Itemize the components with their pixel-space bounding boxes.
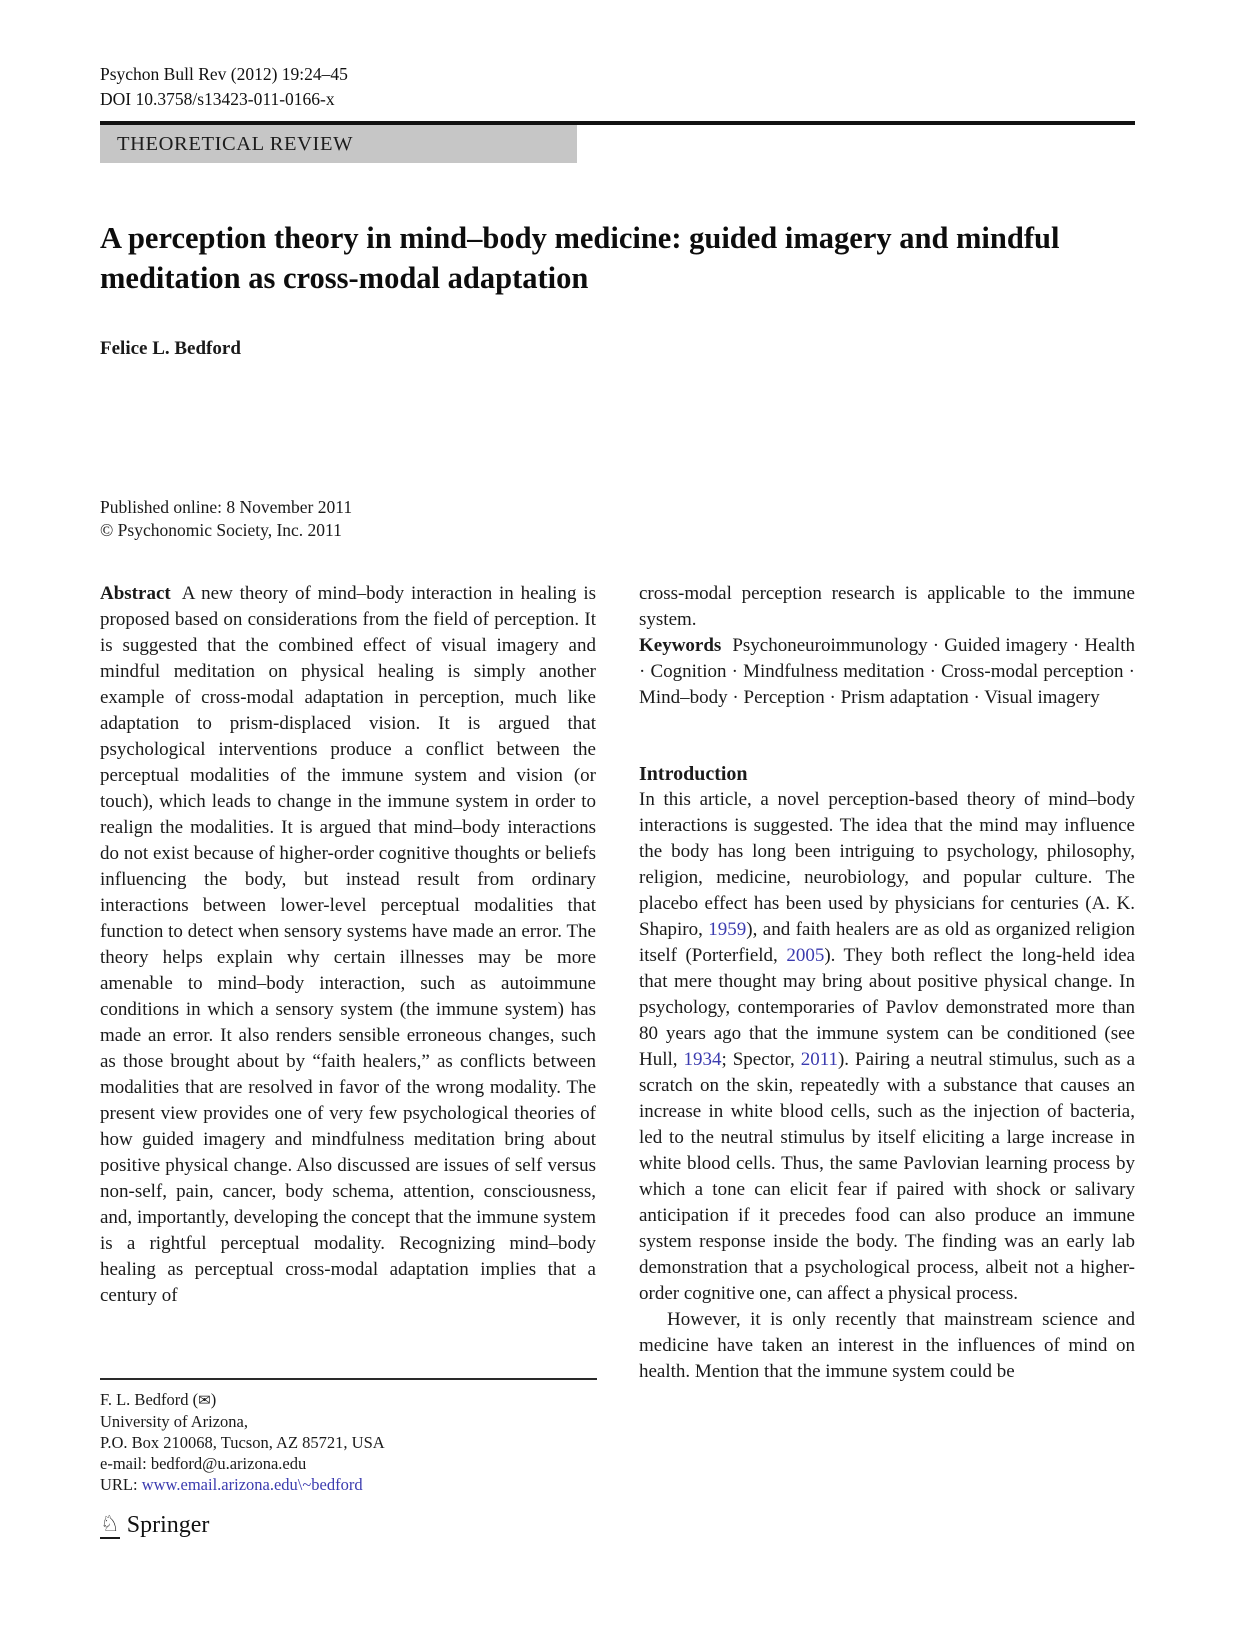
correspondence-footnote <box>100 1378 597 1495</box>
abstract-label: Abstract <box>100 583 171 604</box>
url-line <box>100 1474 597 1495</box>
published-online: Published online: 8 November 2011 <box>100 497 353 517</box>
intro-text-segment: ). They both reflect the long-held idea that mere thought may bring about positive physical change. In psychology, contemporaries of Pavlov demonstrated more than 80 years ago that the immune system can be conditioned (see Hull, <box>639 945 1135 1070</box>
springer-label: Springer <box>126 1512 210 1538</box>
article-type-band <box>100 125 577 163</box>
springer-logo-icon: ♘ <box>100 1511 120 1537</box>
url-label: URL: <box>100 1475 142 1494</box>
introduction-heading: Introduction <box>639 763 748 785</box>
footnote-rule <box>100 1378 597 1380</box>
abstract-paragraph <box>100 581 596 1309</box>
paper-title: A perception theory in mind–body medicine: guided imagery and mindful meditation as cross-modal adaptation <box>100 221 1060 295</box>
right-column <box>639 581 1135 1385</box>
springer-logo <box>100 1512 209 1539</box>
journal-reference: Psychon Bull Rev (2012) 19:24–45 <box>100 64 348 84</box>
doi: DOI 10.3758/s13423-011-0166-x <box>100 89 335 109</box>
keywords-label: Keywords <box>639 635 722 656</box>
intro-text-segment: ). Pairing a neutral stimulus, such as a scratch on the skin, repeatedly with a substance that causes an increase in white blood cells, such as the injection of bacteria, led to the neutral stimulus by itself eliciting a large increase in white blood cells. Thus, the same Pavlovian learning process by which a tone can elicit fear if paired with shock or salivary anticipation if it precedes food can also produce an immune system response inside the body. The finding was an early lab demonstration that a psychological process, albeit not a higher-order cognitive one, can affect a physical process. <box>639 1049 1135 1304</box>
abstract-continuation: cross-modal perception research is applicable to the immune system. <box>639 583 1135 630</box>
keywords-text: Psychoneuroimmunology · Guided imagery · Health · Cognition · Mindfulness meditation · Cross-modal perception · Mind–body · Perception · Prism adaptation · Visual imagery <box>639 635 1135 708</box>
intro-text-segment: ; Spector, <box>721 1049 801 1070</box>
intro-text-segment: ), and faith healers are as old as organized religion itself (Porterfield, <box>639 919 1135 966</box>
citation-shapiro-1959[interactable]: 1959 <box>708 919 747 940</box>
left-column <box>100 581 596 1385</box>
citation-hull-1934[interactable]: 1934 <box>683 1049 722 1070</box>
article-type-label: THEORETICAL REVIEW <box>117 133 354 155</box>
address: P.O. Box 210068, Tucson, AZ 85721, USA <box>100 1433 385 1452</box>
url-link[interactable]: www.email.arizona.edu\~bedford <box>141 1475 363 1494</box>
citation-spector-2011[interactable]: 2011 <box>800 1049 838 1070</box>
email: e-mail: bedford@u.arizona.edu <box>100 1454 307 1473</box>
abstract-text: A new theory of mind–body interaction in healing is proposed based on considerations from the field of perception. It is suggested that the combined effect of visual imagery and mindful meditation on physical healing is simply another example of cross-modal adaptation in perception, much like adaptation to prism-displaced vision. It is argued that psychological interventions produce a conflict between the perceptual modalities of the immune system and vision (or touch), which leads to change in the immune system in order to realign the modalities. It is argued that mind–body interactions do not exist because of higher-order cognitive thoughts or beliefs influencing the body, but instead result from ordinary interactions between lower-level perceptual modalities that function to detect when sensory systems have made an error. The theory helps explain why certain illnesses may be more amenable to mind–body interaction, such as autoimmune conditions in which a sensory system (the immune system) has made an error. It also renders sensible erroneous changes, such as those brought about by “faith healers,” as conflicts between modalities that are resolved in favor of the wrong modality. The present view provides one of very few psychological theories of how guided imagery and mindfulness meditation bring about positive physical change. Also discussed are issues of self versus non-self, pain, cancer, body schema, attention, consciousness, and, importantly, developing the concept that the immune system is a rightful perceptual modality. Recognizing mind–body healing as perceptual cross-modal adaptation implies that a century of <box>100 583 596 1306</box>
envelope-icon: ✉ <box>198 1391 211 1409</box>
intro-text-segment: In this article, a novel perception-based theory of mind–body interactions is suggested. The idea that the mind may influence the body has long been intriguing to psychology, philosophy, religion, medicine, neurobiology, and popular culture. The placebo effect has been used by physicians for centuries (A. K. Shapiro, <box>639 789 1135 940</box>
author-name: Felice L. Bedford <box>100 338 241 359</box>
keywords-paragraph <box>639 633 1135 711</box>
publication-info <box>100 496 1135 541</box>
affiliation: University of Arizona, <box>100 1412 249 1431</box>
copyright-line: © Psychonomic Society, Inc. 2011 <box>100 519 342 540</box>
citation-porterfield-2005[interactable]: 2005 <box>786 945 825 966</box>
two-column-body <box>100 581 1135 1385</box>
introduction-paragraph-1 <box>639 787 1135 1307</box>
correspondence-name: F. L. Bedford (✉) <box>100 1390 217 1409</box>
introduction-paragraph-2: However, it is only recently that mainstream science and medicine have taken an interest in the influences of mind on health. Mention that the immune system could be <box>639 1309 1135 1382</box>
